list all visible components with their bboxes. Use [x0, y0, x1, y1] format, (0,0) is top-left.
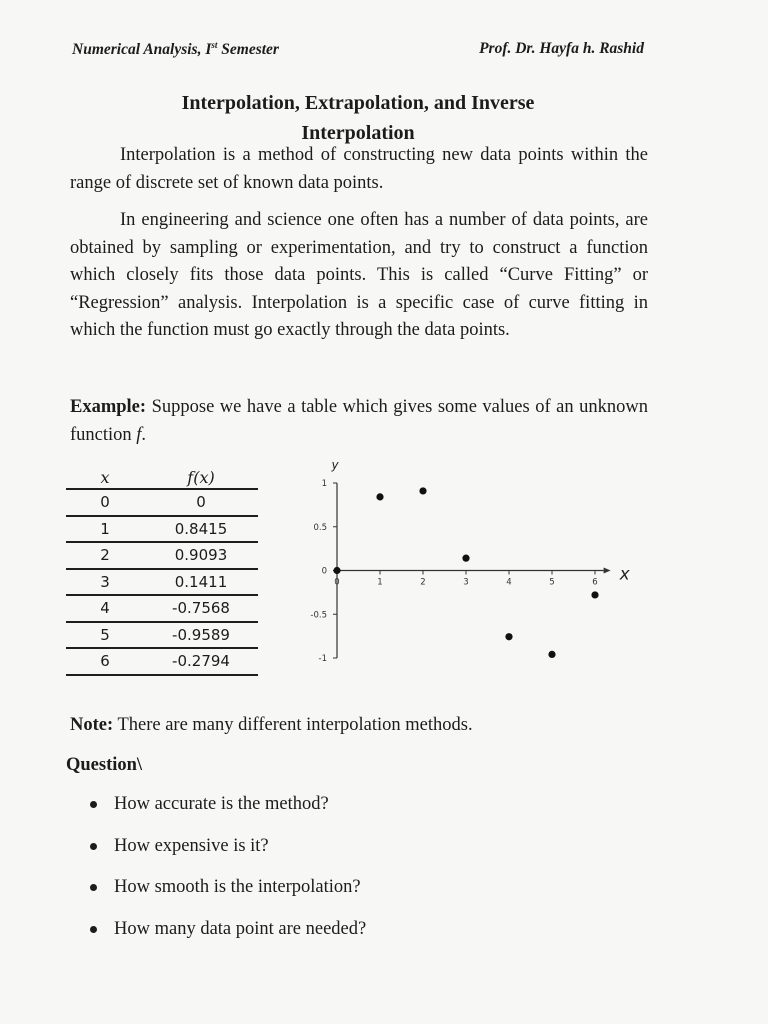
list-item: How smooth is the interpolation?: [86, 867, 366, 909]
table-header-row: [66, 466, 258, 489]
table-cell-fx: -0.9589: [144, 622, 258, 649]
table-cell-fx: 0: [144, 489, 258, 516]
table-header-fx: f(x): [144, 466, 258, 489]
table-cell-x: 3: [66, 569, 144, 596]
y-tick-label: -0.5: [310, 610, 327, 621]
note-label: Note:: [70, 715, 114, 735]
page-title: [0, 88, 716, 148]
values-table: [66, 466, 258, 676]
scatter-plot: [290, 455, 630, 675]
table-cell-fx: 0.9093: [144, 542, 258, 569]
table-cell-x: 1: [66, 516, 144, 543]
title-line-2: Interpolation: [301, 122, 415, 144]
data-point: [462, 555, 469, 562]
title-line-1: Interpolation, Extrapolation, and Inverse: [181, 92, 535, 114]
table-cell-x: 2: [66, 542, 144, 569]
data-point: [419, 487, 426, 494]
table-cell-fx: 0.1411: [144, 569, 258, 596]
intro-paragraph: Interpolation is a method of constructing new data points within the range of discrete set of known data points.: [70, 145, 648, 193]
table-cell-x: 0: [66, 489, 144, 516]
x-tick-label: 5: [549, 577, 555, 588]
x-tick-label: 0: [334, 577, 340, 588]
y-tick-label: -1: [318, 654, 327, 664]
table-row: [66, 622, 258, 649]
table-row: [66, 489, 258, 516]
table-cell-x: 5: [66, 622, 144, 649]
table-row: [66, 569, 258, 596]
course-title: Numerical Analysis, Ist Semester: [72, 40, 279, 59]
example-paragraph: Example: Suppose we have a table which gives some values of an unknown function f.: [70, 397, 648, 445]
bullet-icon: [90, 884, 97, 891]
data-point: [333, 567, 340, 574]
x-axis-arrow: [604, 568, 611, 574]
table-row: [66, 648, 258, 675]
question-list: [86, 784, 366, 950]
example-label: Example:: [70, 397, 147, 417]
table-cell-fx: -0.7568: [144, 595, 258, 622]
y-tick-label: 0: [321, 566, 327, 577]
table-row: [66, 542, 258, 569]
table-row: [66, 595, 258, 622]
curve-fitting-paragraph: In engineering and science one often has a number of data points, are obtained by sampling or experimentation, and try to construct a function which closely fits those data points. This is called “Curve Fitting” or “Regression” analysis. Interpolation is a specific case of curve fitting in which the function must go exactly through the data points.: [70, 210, 648, 340]
list-item: How accurate is the method?: [86, 784, 366, 826]
y-tick-label: 0.5: [313, 522, 327, 533]
x-tick-label: 6: [592, 577, 598, 588]
list-item: How expensive is it?: [86, 826, 366, 868]
bullet-icon: [90, 926, 97, 933]
x-tick-label: 4: [506, 577, 512, 588]
bullet-icon: [90, 843, 97, 850]
page-header: [72, 40, 644, 59]
x-tick-label: 2: [420, 577, 426, 588]
data-point: [548, 651, 555, 658]
table-cell-fx: -0.2794: [144, 648, 258, 675]
y-axis-label: y: [331, 458, 339, 472]
y-tick-label: 1: [321, 479, 327, 489]
author-name: Prof. Dr. Hayfa h. Rashid: [479, 40, 644, 57]
bullet-icon: [90, 801, 97, 808]
data-point: [376, 493, 383, 500]
x-axis-label: x: [619, 564, 630, 585]
question-heading: Question\: [66, 755, 143, 775]
list-item: How many data point are needed?: [86, 909, 366, 951]
data-point: [505, 633, 512, 640]
table-cell-x: 4: [66, 595, 144, 622]
table-header-x: x: [66, 466, 144, 489]
table-cell-fx: 0.8415: [144, 516, 258, 543]
data-point: [591, 591, 598, 598]
note-paragraph: Note: There are many different interpolation methods.: [70, 715, 473, 735]
x-tick-label: 3: [463, 577, 469, 588]
table-row: [66, 516, 258, 543]
table-cell-x: 6: [66, 648, 144, 675]
x-tick-label: 1: [377, 577, 383, 588]
